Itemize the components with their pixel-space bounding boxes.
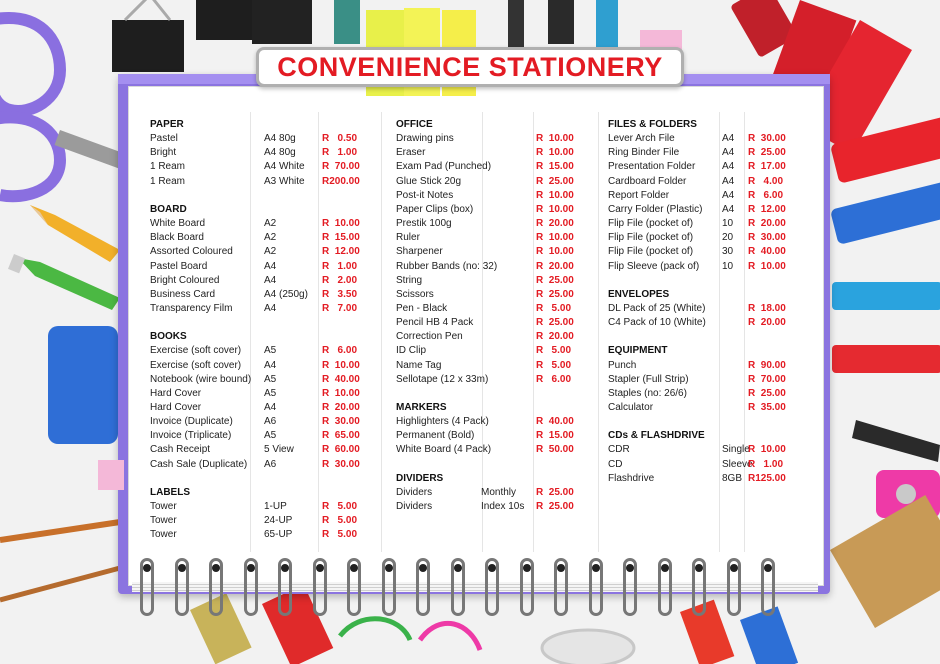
item-spec: 1-UP bbox=[264, 501, 287, 513]
item-name: Flip File (pocket of) bbox=[608, 232, 694, 244]
scissors-icon bbox=[0, 18, 126, 196]
item-price: R 20.00 bbox=[748, 317, 786, 329]
item-name: DL Pack of 25 (White) bbox=[608, 302, 706, 314]
item-price: R 10.00 bbox=[748, 260, 786, 272]
column-rule bbox=[250, 112, 251, 552]
item-name: Permanent (Bold) bbox=[396, 430, 475, 442]
item-price: R 10.00 bbox=[536, 203, 574, 215]
item-name: CDR bbox=[608, 444, 630, 456]
item-spec: 10 bbox=[722, 218, 734, 230]
item-spec: Single bbox=[722, 444, 750, 456]
item-price: R 25.00 bbox=[748, 387, 786, 399]
item-price: R 70.00 bbox=[322, 161, 360, 173]
item-price: R 1.00 bbox=[322, 260, 358, 272]
binding-hole bbox=[488, 564, 496, 572]
binding-hole bbox=[454, 564, 462, 572]
item-name: Punch bbox=[608, 359, 637, 371]
item-name: C4 Pack of 10 (White) bbox=[608, 317, 706, 329]
binding-hole bbox=[557, 564, 565, 572]
item-name: Pen - Black bbox=[396, 302, 448, 314]
item-price: R200.00 bbox=[322, 175, 360, 187]
item-price: R 65.00 bbox=[322, 430, 360, 442]
column-rule bbox=[719, 112, 720, 552]
item-spec: A4 bbox=[722, 203, 735, 215]
item-spec: A2 bbox=[264, 232, 277, 244]
spiral-binding bbox=[140, 558, 810, 628]
item-name: Rubber Bands (no: 32) bbox=[396, 260, 498, 272]
item-price: R 10.00 bbox=[748, 444, 786, 456]
page-tab bbox=[98, 460, 124, 490]
item-price: R 1.00 bbox=[748, 458, 784, 470]
item-name: Business Card bbox=[150, 288, 216, 300]
item-price: R 30.00 bbox=[322, 458, 360, 470]
item-price: R 25.00 bbox=[536, 175, 574, 187]
section-heading: ENVELOPES bbox=[608, 288, 670, 300]
binding-hole bbox=[350, 564, 358, 572]
item-spec: A4 bbox=[722, 147, 735, 159]
item-price: R 30.00 bbox=[748, 232, 786, 244]
pencil-icon bbox=[8, 205, 120, 310]
item-name: Pastel bbox=[150, 133, 178, 145]
item-price: R 25.00 bbox=[748, 147, 786, 159]
section-heading: MARKERS bbox=[396, 402, 447, 413]
item-name: Lever Arch File bbox=[608, 133, 675, 145]
item-name: Carry Folder (Plastic) bbox=[608, 203, 703, 215]
item-price: R 6.00 bbox=[536, 373, 572, 385]
item-spec: 65-UP bbox=[264, 529, 293, 541]
item-name: Name Tag bbox=[396, 359, 442, 371]
item-name: Flip Sleeve (pack of) bbox=[608, 260, 700, 272]
binding-hole bbox=[730, 564, 738, 572]
title-banner bbox=[256, 47, 684, 87]
item-price: R 25.00 bbox=[536, 501, 574, 513]
binding-hole bbox=[661, 564, 669, 572]
item-name: ID Clip bbox=[396, 345, 427, 357]
item-spec: A3 White bbox=[264, 175, 305, 187]
binding-hole bbox=[212, 564, 220, 572]
item-name: String bbox=[396, 274, 423, 286]
binding-hole bbox=[695, 564, 703, 572]
item-spec: 10 bbox=[722, 260, 734, 272]
item-spec: A5 bbox=[264, 387, 277, 399]
item-spec: A4 bbox=[722, 133, 735, 145]
item-price: R 5.00 bbox=[322, 501, 358, 513]
binding-hole bbox=[281, 564, 289, 572]
item-name: Transparency Film bbox=[150, 302, 233, 314]
item-name: Pencil HB 4 Pack bbox=[396, 317, 474, 329]
column-rule bbox=[744, 112, 745, 552]
item-spec: 30 bbox=[722, 246, 734, 258]
item-name: Cardboard Folder bbox=[608, 175, 687, 187]
item-price: R 10.00 bbox=[536, 147, 574, 159]
column-rule bbox=[598, 112, 599, 552]
item-name: Correction Pen bbox=[396, 331, 463, 343]
item-name: Flip File (pocket of) bbox=[608, 218, 694, 230]
section-heading: OFFICE bbox=[396, 119, 433, 130]
column-rule bbox=[318, 112, 319, 552]
item-name: Invoice (Duplicate) bbox=[150, 416, 233, 428]
section-heading: LABELS bbox=[150, 486, 190, 498]
item-name: Drawing pins bbox=[396, 133, 454, 145]
item-name: Scissors bbox=[396, 288, 434, 300]
item-spec: A4 bbox=[264, 274, 277, 286]
item-spec: 8GB bbox=[722, 472, 743, 484]
item-price: R 15.00 bbox=[536, 161, 574, 173]
item-spec: A5 bbox=[264, 430, 277, 442]
item-price: R 25.00 bbox=[536, 317, 574, 329]
pens-right-icon bbox=[830, 116, 940, 628]
item-name: Paper Clips (box) bbox=[396, 203, 474, 215]
item-name: Sharpener bbox=[396, 246, 443, 258]
item-price: R 40.00 bbox=[748, 246, 786, 258]
item-name: Staples (no: 26/6) bbox=[608, 387, 687, 399]
item-spec: A4 bbox=[264, 402, 277, 413]
item-name: Report Folder bbox=[608, 189, 670, 201]
binding-hole bbox=[316, 564, 324, 572]
item-name: Dividers bbox=[396, 486, 433, 498]
item-price: R 20.00 bbox=[536, 331, 574, 343]
column-rule bbox=[533, 112, 534, 552]
item-name: Cash Receipt bbox=[150, 444, 211, 456]
item-name: Exercise (soft cover) bbox=[150, 345, 242, 357]
item-spec: 24-UP bbox=[264, 515, 293, 527]
item-name: Black Board bbox=[150, 232, 204, 244]
section-heading: EQUIPMENT bbox=[608, 345, 668, 357]
item-name: Exam Pad (Punched) bbox=[396, 161, 492, 173]
item-price: R 0.50 bbox=[322, 133, 358, 145]
item-name: 1 Ream bbox=[150, 175, 186, 187]
item-spec: A4 bbox=[264, 359, 277, 371]
item-name: Post-it Notes bbox=[396, 189, 454, 201]
item-price: R 35.00 bbox=[748, 402, 786, 413]
item-spec: Monthly bbox=[481, 486, 517, 498]
item-name: Dividers bbox=[396, 501, 433, 513]
item-spec: A5 bbox=[264, 373, 277, 385]
item-price: R 5.00 bbox=[536, 302, 572, 314]
item-price: R 70.00 bbox=[748, 373, 786, 385]
item-price: R 60.00 bbox=[322, 444, 360, 456]
item-price: R 5.00 bbox=[322, 529, 358, 541]
section-heading: BOOKS bbox=[150, 331, 187, 343]
item-name: Hard Cover bbox=[150, 402, 202, 413]
item-name: Invoice (Triplicate) bbox=[150, 430, 232, 442]
item-price: R 25.00 bbox=[536, 274, 574, 286]
section-heading: DIVIDERS bbox=[396, 472, 444, 484]
item-price: R 30.00 bbox=[748, 133, 786, 145]
binding-hole bbox=[523, 564, 531, 572]
item-name: Flashdrive bbox=[608, 472, 655, 484]
item-spec: 20 bbox=[722, 232, 734, 244]
item-spec: Sleeve bbox=[722, 458, 753, 470]
item-spec: A4 bbox=[722, 189, 735, 201]
item-price: R 6.00 bbox=[748, 189, 784, 201]
item-spec: A4 80g bbox=[264, 133, 296, 145]
column-rule bbox=[381, 112, 382, 552]
item-name: Prestik 100g bbox=[396, 218, 452, 230]
item-price: R 30.00 bbox=[322, 416, 360, 428]
item-spec: A4 White bbox=[264, 161, 305, 173]
item-price: R 10.00 bbox=[536, 189, 574, 201]
item-name: 1 Ream bbox=[150, 161, 186, 173]
item-spec: A5 bbox=[264, 345, 277, 357]
binding-hole bbox=[247, 564, 255, 572]
item-price: R 6.00 bbox=[322, 345, 358, 357]
item-spec: Index 10s bbox=[481, 501, 525, 513]
binding-hole bbox=[385, 564, 393, 572]
item-spec: 5 View bbox=[264, 444, 294, 456]
item-name: Presentation Folder bbox=[608, 161, 696, 173]
item-price: R 18.00 bbox=[748, 302, 786, 314]
item-name: White Board bbox=[150, 218, 206, 230]
item-name: CD bbox=[608, 458, 623, 470]
item-spec: A4 80g bbox=[264, 147, 296, 159]
item-name: Tower bbox=[150, 529, 177, 541]
item-price: R 5.00 bbox=[536, 345, 572, 357]
item-price: R 17.00 bbox=[748, 161, 786, 173]
item-name: Bright bbox=[150, 147, 177, 159]
binding-hole bbox=[178, 564, 186, 572]
item-price: R 15.00 bbox=[536, 430, 574, 442]
item-spec: A2 bbox=[264, 218, 277, 230]
item-name: Exercise (soft cover) bbox=[150, 359, 242, 371]
item-price: R 10.00 bbox=[322, 218, 360, 230]
item-name: Cash Sale (Duplicate) bbox=[150, 458, 248, 470]
item-spec: A4 bbox=[264, 260, 277, 272]
item-name: White Board (4 Pack) bbox=[396, 444, 492, 456]
item-price: R 12.00 bbox=[322, 246, 360, 258]
item-name: Glue Stick 20g bbox=[396, 175, 462, 187]
item-name: Eraser bbox=[396, 147, 426, 159]
item-name: Highlighters (4 Pack) bbox=[396, 416, 489, 428]
binding-hole bbox=[419, 564, 427, 572]
item-price: R 10.00 bbox=[322, 387, 360, 399]
item-name: Sellotape (12 x 33m) bbox=[396, 373, 489, 385]
item-name: Calculator bbox=[608, 402, 654, 413]
item-price: R 1.00 bbox=[322, 147, 358, 159]
item-spec: A4 bbox=[722, 175, 735, 187]
item-price: R 2.00 bbox=[322, 274, 358, 286]
eraser-icon bbox=[48, 326, 118, 444]
item-name: Notebook (wire bound) bbox=[150, 373, 252, 385]
item-name: Ring Binder File bbox=[608, 147, 680, 159]
section-heading: PAPER bbox=[150, 119, 184, 130]
item-spec: A2 bbox=[264, 246, 277, 258]
item-price: R 4.00 bbox=[748, 175, 784, 187]
item-price: R 5.00 bbox=[322, 515, 358, 527]
page-title: CONVENIENCE STATIONERY bbox=[277, 51, 663, 82]
item-price: R 10.00 bbox=[536, 133, 574, 145]
item-price: R 7.00 bbox=[322, 302, 358, 314]
item-price: R 90.00 bbox=[748, 359, 786, 371]
binding-hole bbox=[626, 564, 634, 572]
section-heading: CDs & FLASHDRIVE bbox=[608, 430, 705, 442]
item-price: R 10.00 bbox=[536, 232, 574, 244]
section-heading: FILES & FOLDERS bbox=[608, 119, 697, 130]
item-price: R 50.00 bbox=[536, 444, 574, 456]
section-heading: BOARD bbox=[150, 203, 187, 215]
item-name: Tower bbox=[150, 501, 177, 513]
item-price: R 40.00 bbox=[322, 373, 360, 385]
item-price: R 25.00 bbox=[536, 288, 574, 300]
item-name: Ruler bbox=[396, 232, 420, 244]
item-spec: A6 bbox=[264, 416, 277, 428]
item-price: R 12.00 bbox=[748, 203, 786, 215]
item-price: R 20.00 bbox=[536, 260, 574, 272]
item-price: R 10.00 bbox=[322, 359, 360, 371]
item-name: Pastel Board bbox=[150, 260, 208, 272]
item-name: Bright Coloured bbox=[150, 274, 220, 286]
binding-hole bbox=[764, 564, 772, 572]
item-name: Flip File (pocket of) bbox=[608, 246, 694, 258]
item-price: R 20.00 bbox=[322, 402, 360, 413]
item-spec: A4 bbox=[264, 302, 277, 314]
item-spec: A4 (250g) bbox=[264, 288, 308, 300]
item-price: R 15.00 bbox=[322, 232, 360, 244]
item-spec: A4 bbox=[722, 161, 735, 173]
item-name: Assorted Coloured bbox=[150, 246, 233, 258]
item-price: R 5.00 bbox=[536, 359, 572, 371]
item-price: R 10.00 bbox=[536, 246, 574, 258]
item-spec: A6 bbox=[264, 458, 277, 470]
item-price: R 40.00 bbox=[536, 416, 574, 428]
item-price: R 25.00 bbox=[536, 486, 574, 498]
item-price: R 20.00 bbox=[536, 218, 574, 230]
item-price: R 3.50 bbox=[322, 288, 358, 300]
item-name: Hard Cover bbox=[150, 387, 202, 399]
item-name: Stapler (Full Strip) bbox=[608, 373, 689, 385]
binding-hole bbox=[143, 564, 151, 572]
item-price: R125.00 bbox=[748, 472, 786, 484]
item-name: Tower bbox=[150, 515, 177, 527]
item-price: R 20.00 bbox=[748, 218, 786, 230]
binding-hole bbox=[592, 564, 600, 572]
